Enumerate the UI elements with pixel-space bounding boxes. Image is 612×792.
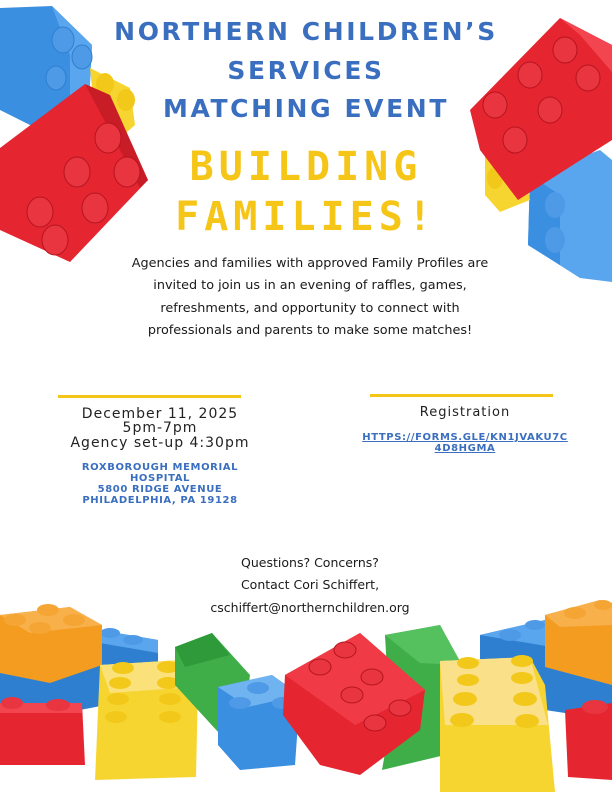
brick-red-icon: [565, 700, 612, 780]
registration-link-line-1[interactable]: HTTPS://FORMS.GLE/KN1JVAKU7C: [362, 432, 568, 443]
location-line-4: PHILADELPHIA, PA 19128: [82, 495, 238, 506]
org-title-line-1: NORTHERN CHILDREN’S: [114, 17, 498, 46]
event-date: December 11, 2025: [81, 406, 239, 422]
event-time: 5pm-7pm: [122, 420, 198, 436]
location-line-1: ROXBOROUGH MEMORIAL: [81, 462, 239, 473]
bricks-bottom: [0, 595, 612, 792]
registration-label: Registration: [419, 405, 511, 420]
divider-right: [370, 394, 553, 397]
location-line-2: HOSPITAL: [129, 473, 191, 484]
event-setup-time: Agency set-up 4:30pm: [70, 435, 250, 451]
divider-left: [58, 395, 241, 398]
brick-red-icon: [0, 697, 85, 765]
org-title-line-3: MATCHING EVENT: [163, 94, 449, 123]
location-line-3: 5800 RIDGE AVENUE: [97, 484, 223, 495]
headline-line-2: FAMILIES!: [175, 194, 437, 240]
contact-questions: Questions? Concerns?: [241, 555, 379, 570]
contact-email[interactable]: cschiffert@northernchildren.org: [210, 600, 410, 615]
intro-paragraph: Agencies and families with approved Family Profiles are invited to join us in an evening of raffles, games, refreshments, and opportunity to connect with professionals and parents to make some matches!: [131, 256, 489, 339]
brick-yellow-icon: [440, 655, 555, 792]
org-title-line-2: SERVICES: [227, 56, 385, 85]
headline-line-1: BUILDING: [189, 144, 423, 190]
registration-link-line-2[interactable]: 4D8HGMA: [434, 443, 496, 454]
contact-name: Contact Cori Schiffert,: [240, 577, 380, 592]
